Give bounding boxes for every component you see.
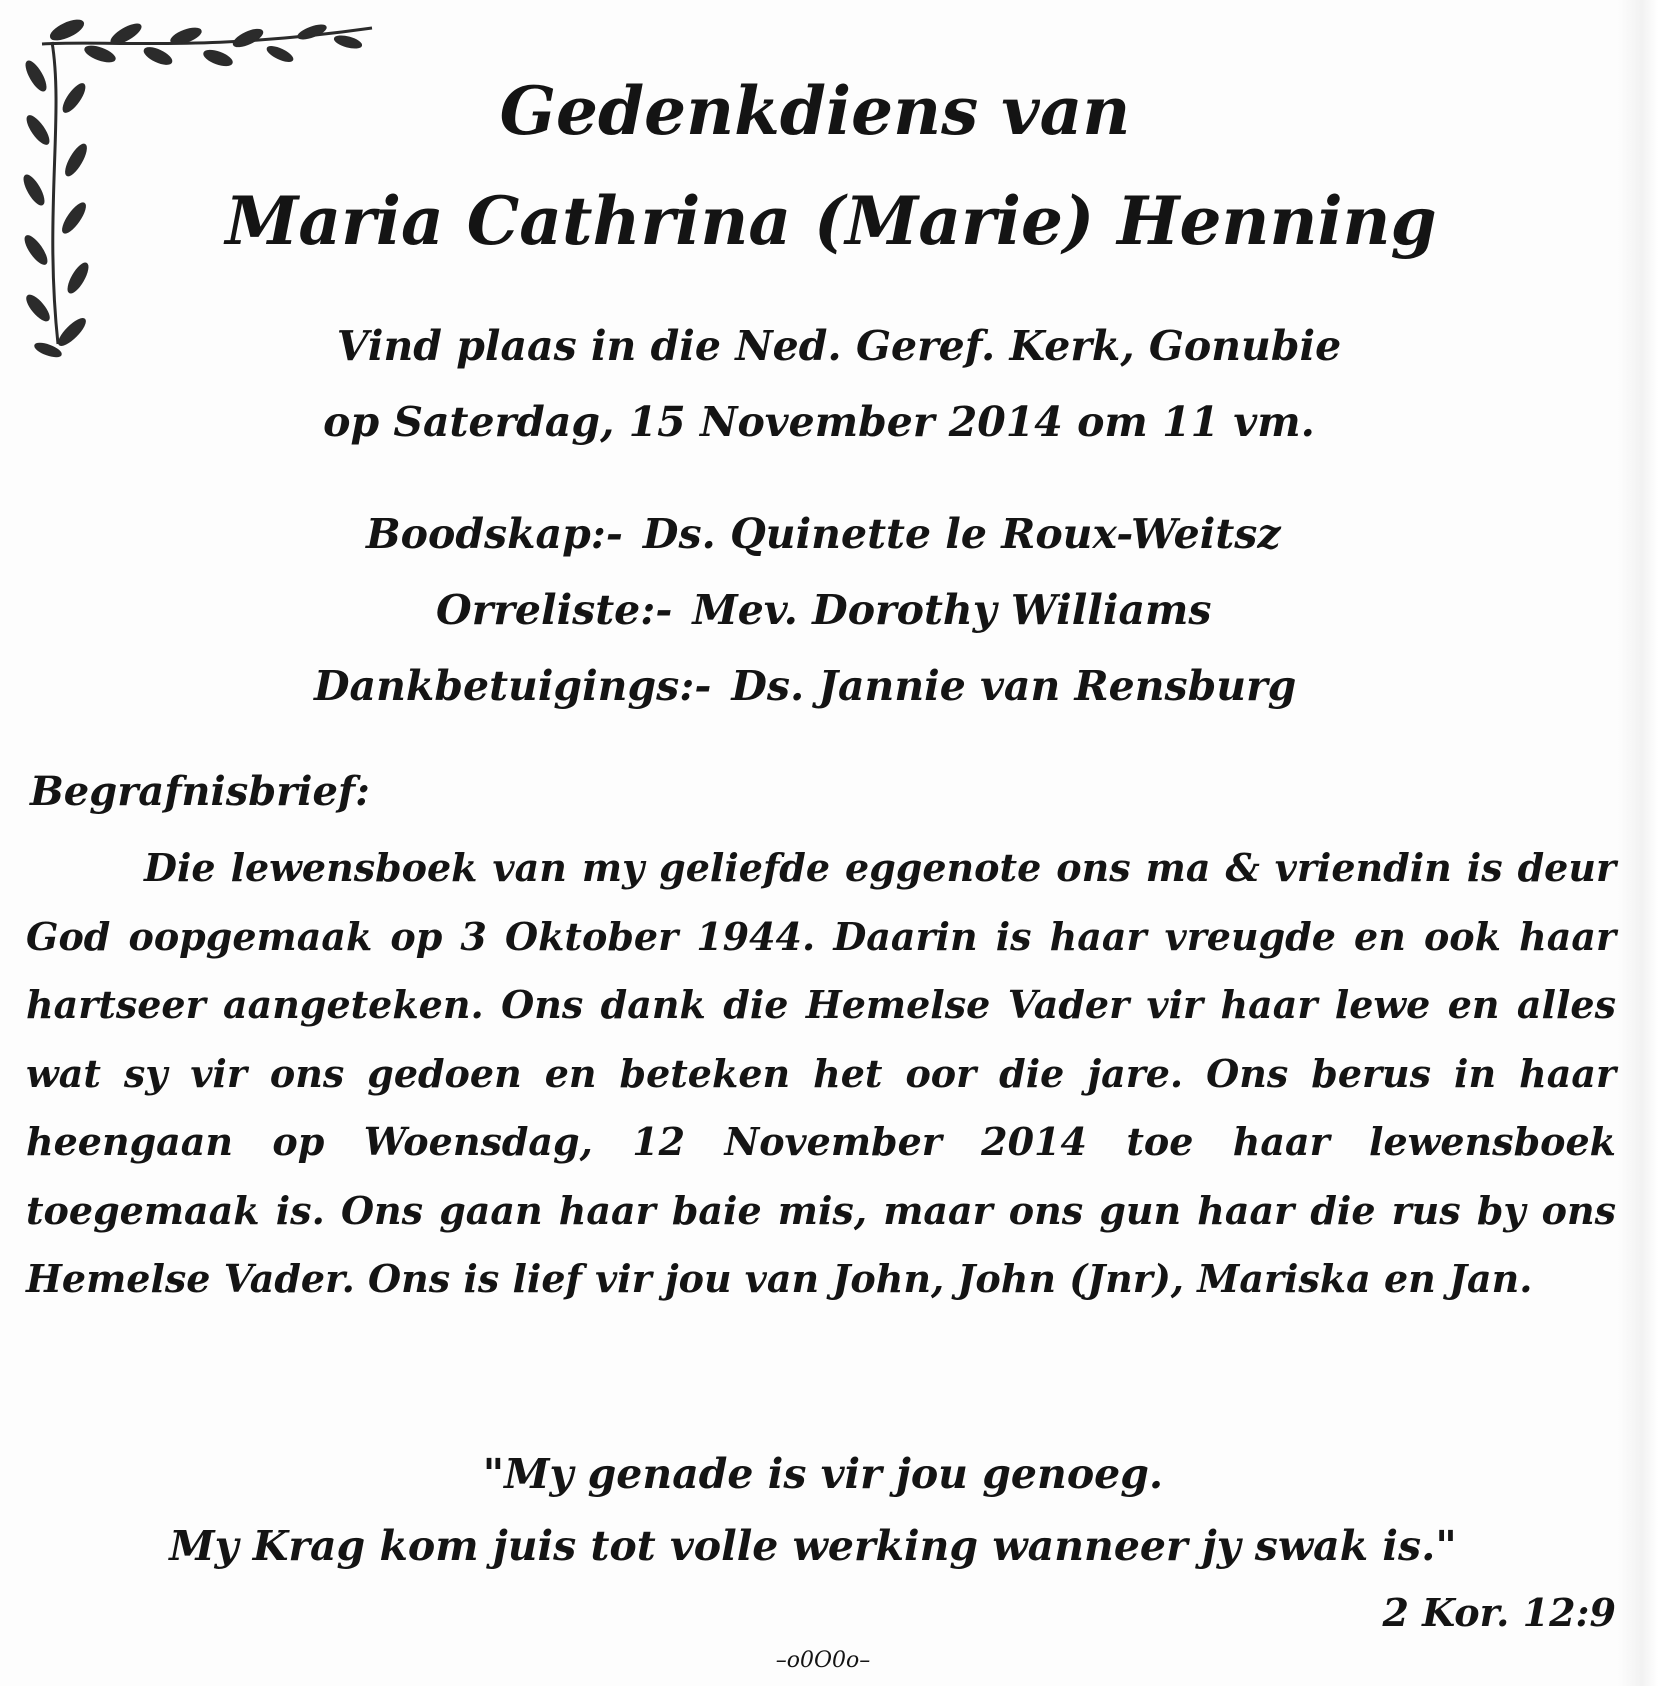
venue-line-1: Vind plaas in die Ned. Geref. Kerk, Gonubie (336, 322, 1342, 370)
role-person: Ds. Jannie van Rensburg (731, 662, 1297, 710)
verse-line-1: "My genade is vir jou genoeg. (482, 1450, 1164, 1498)
deceased-name: Maria Cathrina (Marie) Henning (225, 182, 1437, 260)
role-label: Orreliste:- (436, 586, 673, 634)
letter-heading: Begrafnisbrief: (30, 768, 370, 815)
closing-mark: –o0O0o– (775, 1648, 871, 1673)
role-row-message (366, 510, 1281, 558)
verse-line-2: My Krag kom juis tot volle werking wanneer jy swak is." (169, 1522, 1457, 1570)
role-label: Dankbetuigings:- (314, 662, 712, 710)
letter-body: Die lewensboek van my geliefde eggenote ons ma & vriendin is deur God oopgemaak op 3 Oktober 1944. Daarin is haar vreugde en ook haar hartseer aangeteken. Ons dank die Hemelse Vader vir haar lewe en alles wat sy vir ons gedoen en beteken het oor die jare. Ons berus in haar heengaan op Woensdag, 12 November 2014 toe haar lewensboek toegemaak is. Ons gaan haar baie mis, maar ons gun haar die rus by ons Hemelse Vader. Ons is lief vir jou van John, John (Jnr), Mariska en Jan. (26, 845, 1616, 1301)
role-person: Mev. Dorothy Williams (692, 586, 1212, 634)
heading-line-1: Gedenkdiens van (499, 72, 1131, 150)
role-row-organist (436, 586, 1212, 634)
role-person: Ds. Quinette le Roux-Weitsz (642, 510, 1281, 558)
venue-line-2: op Saterdag, 15 November 2014 om 11 vm. (323, 398, 1315, 446)
verse-reference: 2 Kor. 12:9 (1382, 1590, 1616, 1635)
role-label: Boodskap:- (366, 510, 623, 558)
role-row-thanks (314, 662, 1296, 710)
